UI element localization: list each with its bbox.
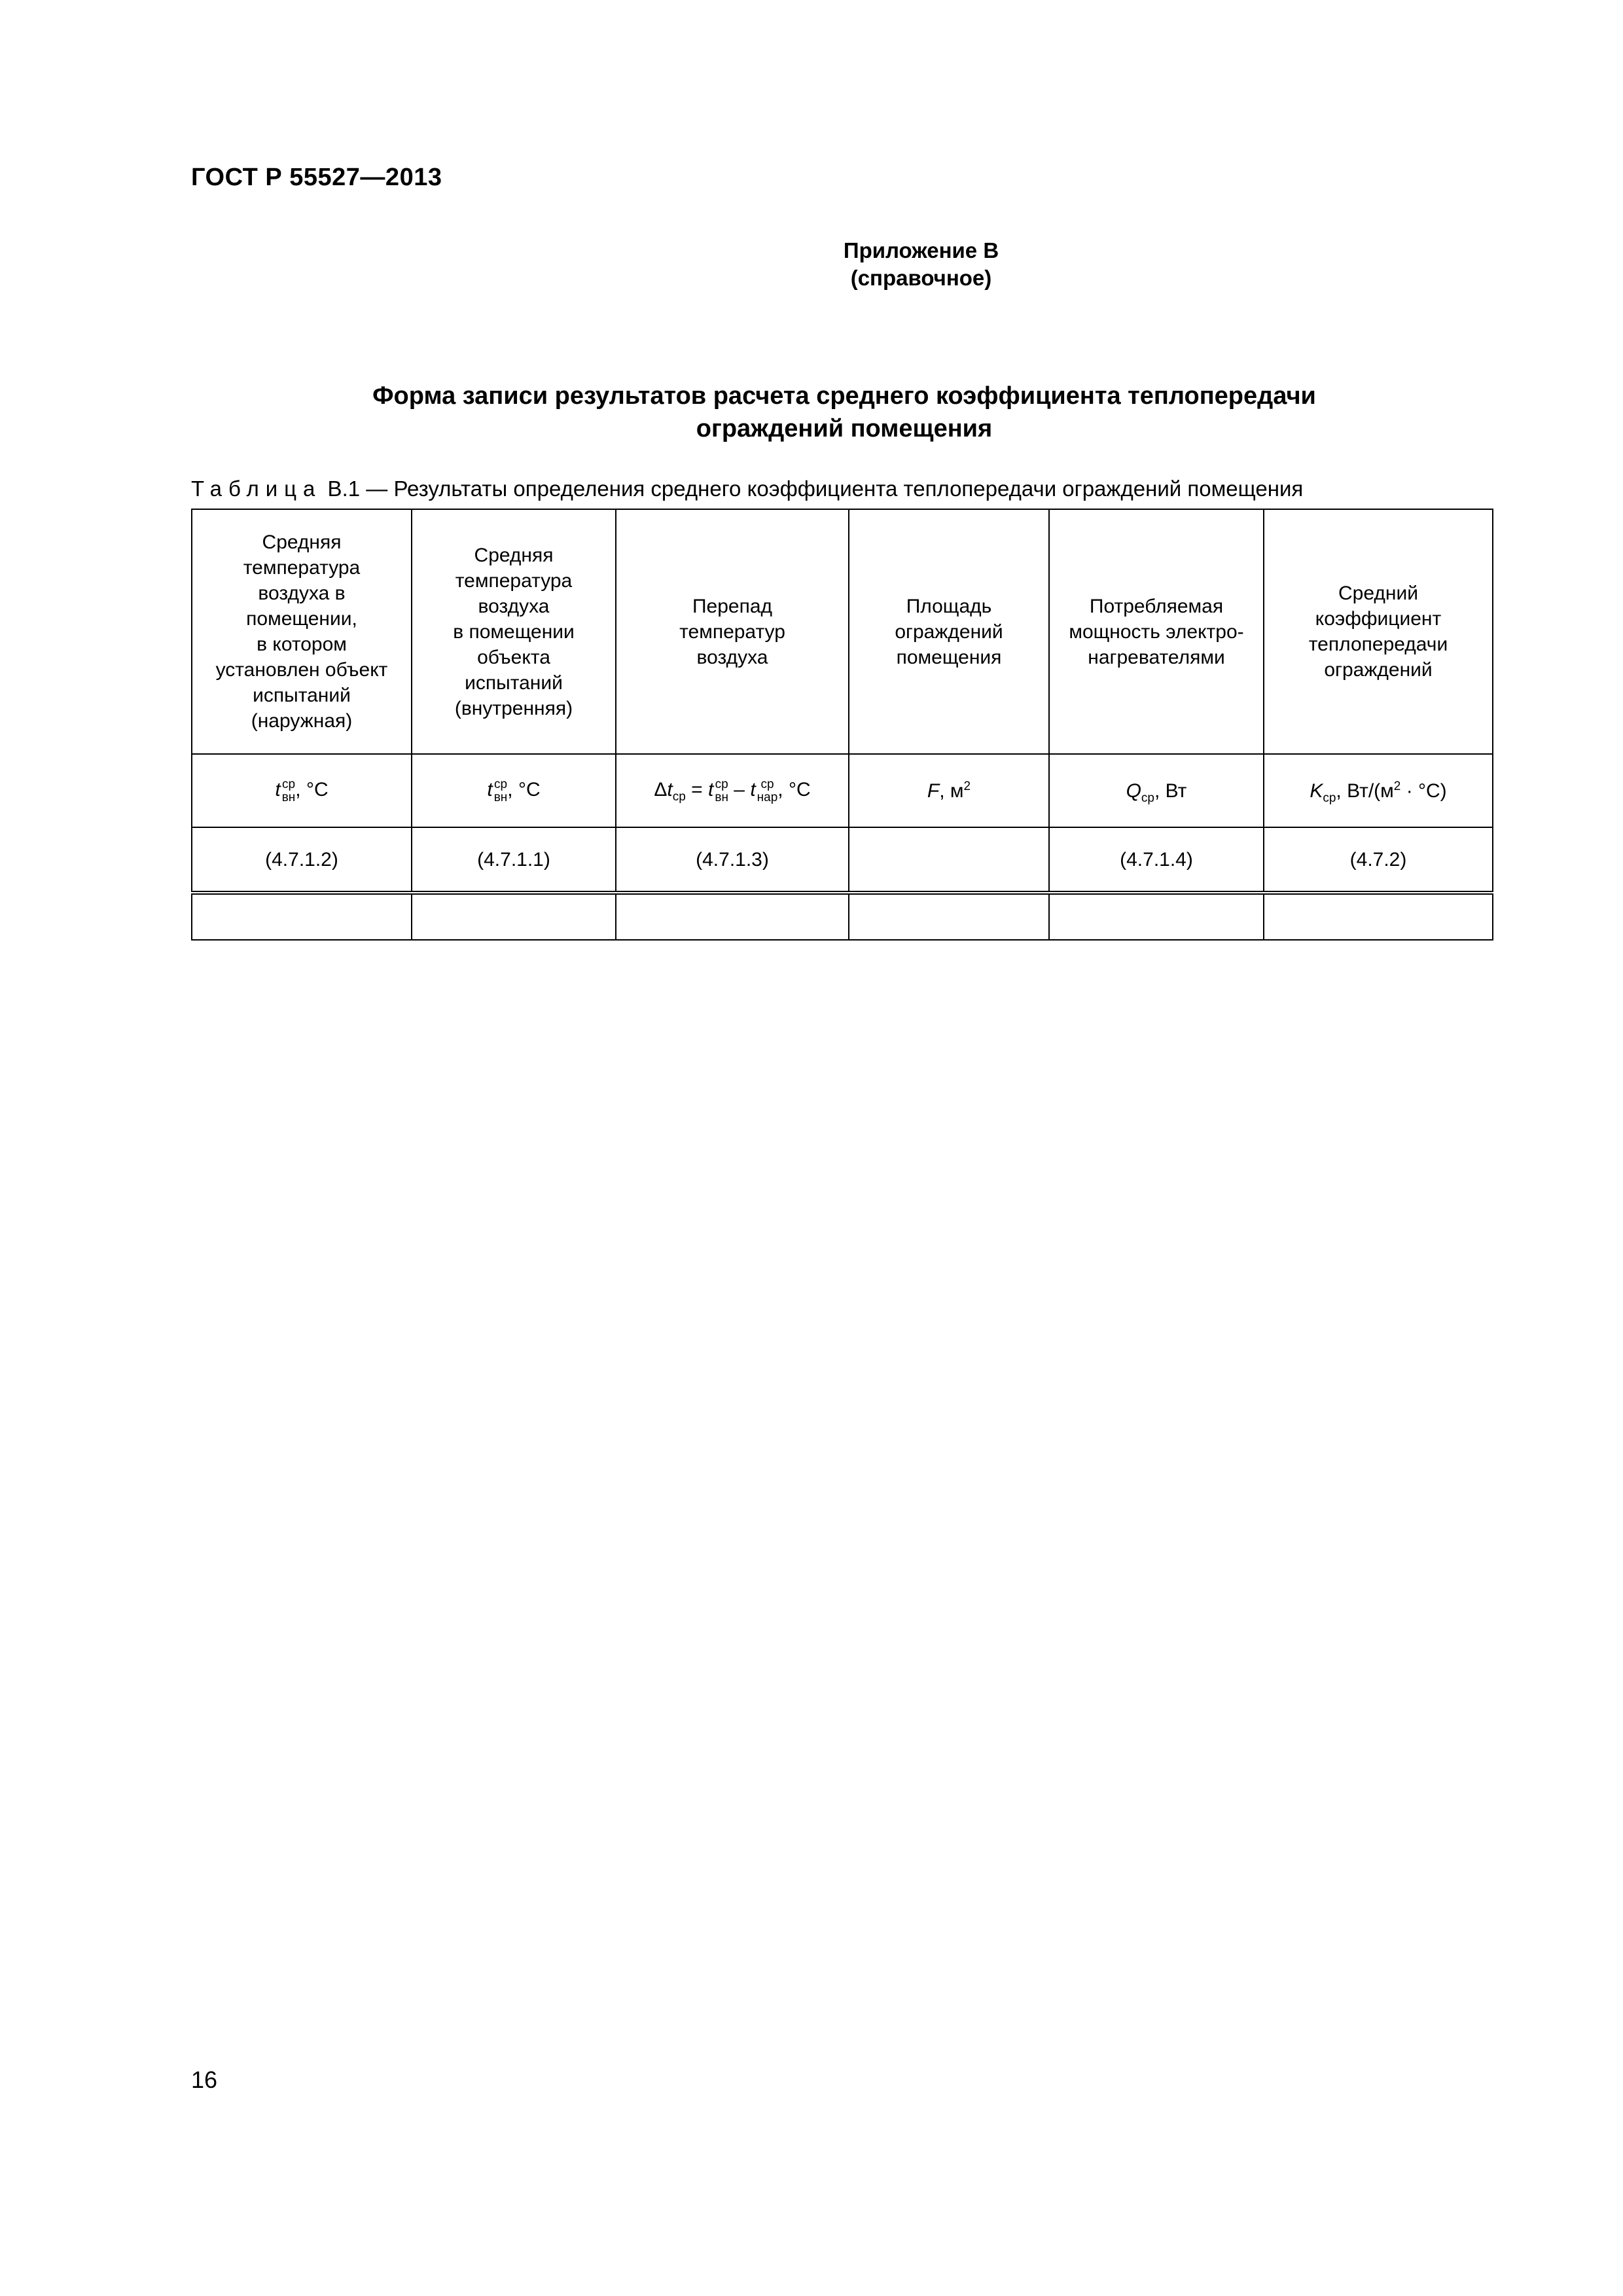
- table-caption: [191, 476, 1303, 501]
- unit-indoor-temp: t ср вн , °C: [412, 754, 616, 827]
- blank-cell: [1264, 893, 1493, 940]
- appendix-subtitle: (справочное): [850, 266, 992, 290]
- unit-outdoor-temp: t ср вн , °C: [192, 754, 412, 827]
- appendix-title: Приложение В: [843, 238, 999, 262]
- table-caption-text: Результаты определения среднего коэффициента теплопередачи ограждений помещения: [393, 476, 1304, 501]
- ref-cell: (4.7.2): [1264, 827, 1493, 893]
- table-blank-row: [192, 893, 1493, 940]
- header-enclosure-area: Площадь ограждений помещения: [849, 509, 1049, 754]
- results-table: [191, 509, 1493, 941]
- blank-cell: [192, 893, 412, 940]
- unit-heat-transfer-coef: $K_{ср}$, $Вт/(м^2 \cdot ^\circ C)$: [1264, 754, 1493, 827]
- table-caption-label: Таблица: [191, 476, 322, 501]
- document-code: ГОСТ Р 55527—2013: [191, 164, 442, 191]
- appendix-heading: [0, 237, 1623, 292]
- blank-cell: [849, 893, 1049, 940]
- header-heat-transfer-coef: Средний коэффициент теплопередачи ограждений: [1264, 509, 1493, 754]
- table-header-row: [192, 509, 1493, 754]
- table-units-row: [192, 754, 1493, 827]
- ref-cell: (4.7.1.2): [192, 827, 412, 893]
- ref-cell: [849, 827, 1049, 893]
- table-refs-row: [192, 827, 1493, 893]
- blank-cell: [616, 893, 849, 940]
- header-temp-difference: Перепад температур воздуха: [616, 509, 849, 754]
- ref-cell: (4.7.1.4): [1049, 827, 1264, 893]
- ref-cell: (4.7.1.3): [616, 827, 849, 893]
- blank-cell: [1049, 893, 1264, 940]
- header-outdoor-temp: Средняя температура воздуха в помещении, в котором установлен объект испытаний (наружная): [192, 509, 412, 754]
- header-heater-power: Потребляемая мощность электро- нагревателями: [1049, 509, 1264, 754]
- blank-cell: [412, 893, 616, 940]
- header-indoor-temp: Средняя температура воздуха в помещении объекта испытаний (внутренняя): [412, 509, 616, 754]
- unit-temp-difference: $\Delta t_{ср} = t$ ср вн – t ср нар , °C: [616, 754, 849, 827]
- ref-cell: (4.7.1.1): [412, 827, 616, 893]
- form-title: Форма записи результатов расчета среднего коэффициента теплопередачи ограждений помещения: [372, 382, 1316, 442]
- unit-heater-power: $Q_{ср}$, Вт: [1049, 754, 1264, 827]
- table-caption-number: В.1 —: [321, 476, 394, 501]
- unit-enclosure-area: F, $м^2$: [849, 754, 1049, 827]
- page-number: 16: [191, 2066, 218, 2093]
